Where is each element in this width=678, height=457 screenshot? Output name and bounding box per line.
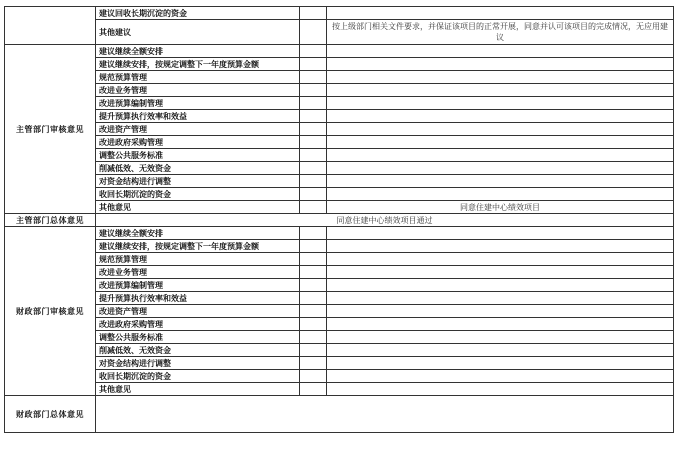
table-row <box>5 162 674 175</box>
opinion-cell[interactable]: 同意住建中心绩效项目 <box>327 201 674 214</box>
table-row <box>5 123 674 136</box>
item-label: 改进业务管理 <box>96 266 300 279</box>
check-cell[interactable] <box>300 292 327 305</box>
table-row <box>5 370 674 383</box>
opinion-cell[interactable] <box>327 253 674 266</box>
item-label: 对资金结构进行调整 <box>96 357 300 370</box>
check-cell[interactable] <box>300 110 327 123</box>
opinion-cell[interactable] <box>327 45 674 58</box>
check-cell[interactable] <box>300 136 327 149</box>
table-row <box>5 58 674 71</box>
item-label: 规范预算管理 <box>96 253 300 266</box>
check-cell[interactable] <box>300 149 327 162</box>
table-row <box>5 149 674 162</box>
table-row <box>5 45 674 58</box>
opinion-cell[interactable] <box>327 344 674 357</box>
table-row <box>5 292 674 305</box>
check-cell[interactable] <box>300 240 327 253</box>
table-row <box>5 20 674 45</box>
opinion-cell[interactable] <box>327 279 674 292</box>
opinion-cell[interactable] <box>327 110 674 123</box>
table-row <box>5 266 674 279</box>
finance-overall-title: 财政部门总体意见 <box>5 396 96 433</box>
table-row <box>5 344 674 357</box>
check-cell[interactable] <box>300 58 327 71</box>
check-cell[interactable] <box>300 175 327 188</box>
opinion-cell[interactable] <box>327 331 674 344</box>
item-label: 调整公共服务标准 <box>96 331 300 344</box>
check-cell[interactable] <box>300 331 327 344</box>
finance-review-title: 财政部门审核意见 <box>5 227 96 396</box>
item-label: 其他意见 <box>96 383 300 396</box>
item-label: 改进政府采购管理 <box>96 318 300 331</box>
opinion-cell[interactable]: 按上级部门相关文件要求，并保证该项目的正常开展，同意并认可该项目的完成情况，无应用建议 <box>327 20 674 45</box>
item-label: 改进预算编制管理 <box>96 97 300 110</box>
opinion-cell[interactable] <box>327 7 674 20</box>
table-row <box>5 383 674 396</box>
dept-overall-opinion[interactable]: 同意住建中心绩效项目通过 <box>96 214 674 227</box>
table-row <box>5 240 674 253</box>
check-cell[interactable] <box>300 318 327 331</box>
table-row <box>5 279 674 292</box>
item-label: 建议继续全额安排 <box>96 227 300 240</box>
check-cell[interactable] <box>300 45 327 58</box>
opinion-cell[interactable] <box>327 266 674 279</box>
table-row <box>5 357 674 370</box>
item-label: 对资金结构进行调整 <box>96 175 300 188</box>
blank-section-cell <box>5 7 96 45</box>
review-opinion-sheet <box>4 6 674 433</box>
item-label: 建议继续安排，按规定调整下一年度预算金额 <box>96 240 300 253</box>
table-row <box>5 214 674 227</box>
item-label: 调整公共服务标准 <box>96 149 300 162</box>
opinion-cell[interactable] <box>327 162 674 175</box>
item-label: 建议继续全额安排 <box>96 45 300 58</box>
table-row <box>5 227 674 240</box>
table-row <box>5 188 674 201</box>
check-cell[interactable] <box>300 188 327 201</box>
finance-overall-opinion[interactable] <box>96 396 674 433</box>
table-row <box>5 253 674 266</box>
check-cell[interactable] <box>300 357 327 370</box>
opinion-cell[interactable] <box>327 240 674 253</box>
item-label: 改进业务管理 <box>96 84 300 97</box>
check-cell[interactable] <box>300 162 327 175</box>
table-row <box>5 110 674 123</box>
opinion-cell[interactable] <box>327 318 674 331</box>
check-cell[interactable] <box>300 370 327 383</box>
check-cell[interactable] <box>300 201 327 214</box>
check-cell[interactable] <box>300 20 327 45</box>
opinion-cell[interactable] <box>327 84 674 97</box>
opinion-cell[interactable] <box>327 292 674 305</box>
opinion-cell[interactable] <box>327 370 674 383</box>
check-cell[interactable] <box>300 266 327 279</box>
table-row <box>5 396 674 433</box>
opinion-cell[interactable] <box>327 123 674 136</box>
opinion-cell[interactable] <box>327 383 674 396</box>
item-label: 削减低效、无效资金 <box>96 344 300 357</box>
table-row <box>5 97 674 110</box>
item-label: 提升预算执行效率和效益 <box>96 110 300 123</box>
item-label: 其他建议 <box>96 20 300 45</box>
opinion-cell[interactable] <box>327 227 674 240</box>
opinion-cell[interactable] <box>327 357 674 370</box>
opinion-cell[interactable] <box>327 97 674 110</box>
check-cell[interactable] <box>300 279 327 292</box>
check-cell[interactable] <box>300 227 327 240</box>
opinion-cell[interactable] <box>327 58 674 71</box>
check-cell[interactable] <box>300 123 327 136</box>
check-cell[interactable] <box>300 7 327 20</box>
item-label: 建议回收长期沉淀的资金 <box>96 7 300 20</box>
item-label: 其他意见 <box>96 201 300 214</box>
opinion-cell[interactable] <box>327 149 674 162</box>
review-opinion-table <box>4 6 674 433</box>
item-label: 改进资产管理 <box>96 305 300 318</box>
table-row <box>5 84 674 97</box>
table-row <box>5 331 674 344</box>
item-label: 收回长期沉淀的资金 <box>96 188 300 201</box>
check-cell[interactable] <box>300 71 327 84</box>
table-row <box>5 201 674 214</box>
dept-overall-title: 主管部门总体意见 <box>5 214 96 227</box>
opinion-cell[interactable] <box>327 71 674 84</box>
opinion-cell[interactable] <box>327 136 674 149</box>
check-cell[interactable] <box>300 344 327 357</box>
opinion-cell[interactable] <box>327 175 674 188</box>
check-cell[interactable] <box>300 97 327 110</box>
table-row <box>5 305 674 318</box>
dept-review-title: 主管部门审核意见 <box>5 45 96 214</box>
table-row <box>5 7 674 20</box>
item-label: 改进政府采购管理 <box>96 136 300 149</box>
check-cell[interactable] <box>300 383 327 396</box>
table-row <box>5 136 674 149</box>
check-cell[interactable] <box>300 84 327 97</box>
check-cell[interactable] <box>300 305 327 318</box>
opinion-cell[interactable] <box>327 188 674 201</box>
table-row <box>5 71 674 84</box>
item-label: 提升预算执行效率和效益 <box>96 292 300 305</box>
table-row <box>5 318 674 331</box>
item-label: 规范预算管理 <box>96 71 300 84</box>
check-cell[interactable] <box>300 253 327 266</box>
item-label: 削减低效、无效资金 <box>96 162 300 175</box>
opinion-cell[interactable] <box>327 305 674 318</box>
item-label: 收回长期沉淀的资金 <box>96 370 300 383</box>
table-row <box>5 175 674 188</box>
item-label: 改进预算编制管理 <box>96 279 300 292</box>
item-label: 改进资产管理 <box>96 123 300 136</box>
item-label: 建议继续安排，按规定调整下一年度预算金额 <box>96 58 300 71</box>
